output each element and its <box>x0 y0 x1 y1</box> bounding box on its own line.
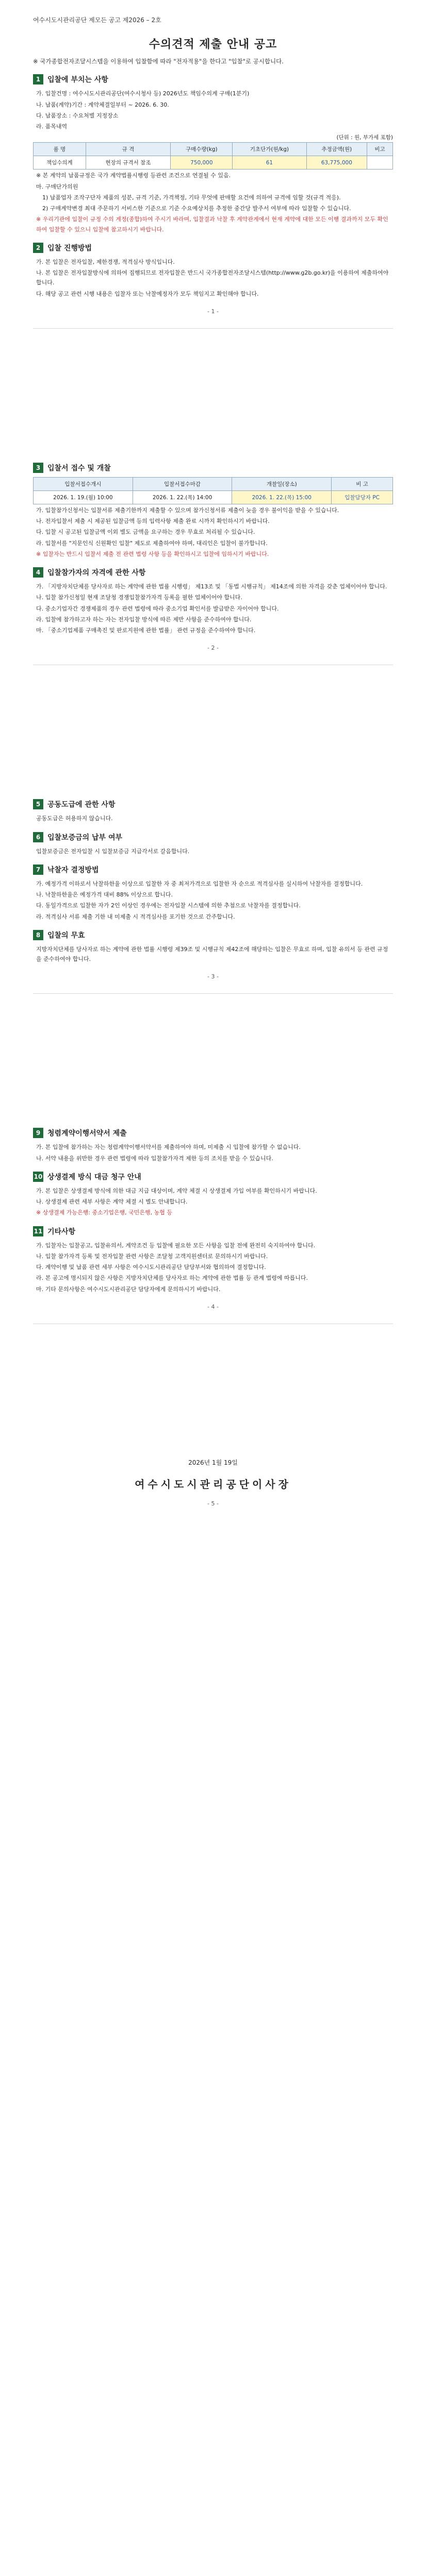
data-table <box>33 142 393 170</box>
section-header <box>33 832 393 842</box>
section-header <box>33 1226 393 1236</box>
section-line: 나. 입찰 참가자격 등록 및 전자입찰 관련 사항은 조달청 고객지원센터로 문의하시기 바랍니다. <box>36 1252 268 1260</box>
table-row <box>34 156 393 170</box>
page-break <box>33 973 393 994</box>
section-line: 나. 전자입찰서 제출 시 제공된 입찰금액 등의 입력사항 제출 완료 시까지 확인하시기 바랍니다. <box>36 518 270 525</box>
section-line: 마. 구매단가의원 <box>36 183 78 190</box>
table-header-cell: 기초단가(원/kg) <box>233 143 306 156</box>
table-header-cell: 규 격 <box>86 143 171 156</box>
notice-text: ※ 국가종합전자조달시스템을 이용하여 입찰함에 따라 "전자적용"을 한다고 "입찰"로 공시합니다. <box>33 58 284 65</box>
section-line: 다. 납품장소 : 수요처별 지정장소 <box>36 112 119 119</box>
section-line: 1) 납품업자 조작구단자 제품의 성분, 규격 기준, 가격책정, 기타 무엇에 판매할 요건에 의하여 규격에 임할 것(규격 적응). <box>42 194 341 201</box>
page-separator <box>33 980 393 994</box>
section-title: 입찰서 접수 및 개찰 <box>47 464 111 472</box>
section-line: ※ 본 계약의 납품규정은 국가 계약법률시행령 등관련 조건으로 연결될 수 있음. <box>36 172 231 179</box>
section-number-badge: 7 <box>33 865 43 875</box>
section-line: ※ 상생결제 가능은행: 중소기업은행, 국민은행, 농협 등 <box>36 1209 173 1216</box>
section-header <box>33 930 393 940</box>
section-title: 입찰의 무효 <box>47 931 85 940</box>
page-separator <box>33 651 393 665</box>
section-line: 마. 기타 문의사항은 여수시도시관리공단 담당자에게 문의하시기 바랍니다. <box>36 1285 221 1293</box>
section-title: 입찰참가자의 자격에 관한 사항 <box>47 569 146 578</box>
section-line: 나. 서약 내용을 위반한 경우 관련 법령에 따라 입찰참가자격 제한 등의 조치를 받을 수 있습니다. <box>36 1155 273 1162</box>
section-number-badge: 11 <box>33 1226 43 1236</box>
section-line: 가. 예정가격 이하로서 낙찰하한율 이상으로 입찰한 자 중 최저가격으로 입찰한 자 순으로 적격심사를 실시하여 낙찰자를 결정합니다. <box>36 880 363 887</box>
section-5 <box>33 799 393 823</box>
section-line: 마. 「중소기업제품 구매촉진 및 판로지원에 관한 법률」 관련 규정을 준수하여야 합니다. <box>36 627 256 634</box>
section-3 <box>33 463 393 559</box>
page-title: 수의견적 제출 안내 공고 <box>149 38 277 51</box>
section-line: 2) 구매계약변경 최대 주문하기 서비스한 기준으로 기준 수요예상치를 추정한 중간당 발주서 여부에 따라 입찰할 수 있습니다. <box>42 205 351 212</box>
section-8 <box>33 930 393 964</box>
section-header <box>33 74 393 84</box>
section-title: 청렴계약이행서약서 제출 <box>47 1129 127 1138</box>
section-line: 가. 본 입찰은 전자입찰, 제한경쟁, 적격심사 방식입니다. <box>36 258 175 265</box>
section-number-badge: 5 <box>33 799 43 809</box>
section-line: 나. 납품(계약)기간 : 계약체결일부터 ~ 2026. 6. 30. <box>36 101 169 108</box>
table-header-cell: 입찰서접수마감 <box>133 477 232 490</box>
table-cell: 750,000 <box>171 156 233 170</box>
section-line: 라. 본 공고에 명시되지 않은 사항은 지방자치단체를 당사자로 하는 계약에 관한 법률 등 관계 법령에 따릅니다. <box>36 1275 308 1282</box>
table-header-cell: 추정금액(원) <box>306 143 367 156</box>
section-line: 입찰보증금은 전자입찰 시 입찰보증금 지급각서로 갈음합니다. <box>36 848 190 855</box>
table-cell: 현장의 규격서 참조 <box>86 156 171 170</box>
section-line: 가. 「지방자치단체를 당사자로 하는 계약에 관한 법률 시행령」 제13조 및 「동법 시행규칙」 제14조에 의한 자격을 갖춘 업체이어야 합니다. <box>36 583 387 590</box>
section-1 <box>33 74 393 234</box>
table-header-cell: 구매수량(kg) <box>171 143 233 156</box>
section-line: 다. 입찰 시 공고된 입찰금액 이외 별도 금액을 요구하는 경우 무효로 처리될 수 있습니다. <box>36 529 255 536</box>
section-line: 가. 본 입찰은 상생결제 방식에 의한 대금 지급 대상이며, 계약 체결 시 상생결제 가입 여부를 확인하시기 바랍니다. <box>36 1187 317 1194</box>
section-line: 다. 동일가격으로 입찰한 자가 2인 이상인 경우에는 전자입찰 시스템에 의한 추첨으로 낙찰자를 결정합니다. <box>36 902 301 909</box>
page-break <box>33 645 393 665</box>
section-header <box>33 463 393 473</box>
table-cell: 2026. 1. 19.(월) 10:00 <box>34 490 133 504</box>
section-title: 낙찰자 결정방법 <box>47 866 99 874</box>
section-line: 공동도급은 허용하지 않습니다. <box>36 815 113 822</box>
page-number: - 5 - <box>207 1500 219 1507</box>
table-cell: 책임수의계 <box>34 156 86 170</box>
table-header-cell: 비고 <box>367 143 393 156</box>
section-line: 나. 낙찰하한율은 예정가격 대비 88% 이상으로 합니다. <box>36 891 173 899</box>
page-number: - 2 - <box>207 645 219 652</box>
page-break <box>33 1303 393 1324</box>
section-7 <box>33 865 393 922</box>
warning-line: ※ 우리기관에 입찰이 규정 수의 계정(종합)하여 주시기 바라며, 입찰결과 낙찰 후 계약관계에서 현재 계약에 대한 모든 이행 결과까지 모두 확인하여 입찰할 수 있으니 입찰에 참고하시기 바랍니다. <box>36 216 388 233</box>
data-table <box>33 477 393 504</box>
table-row <box>34 490 393 504</box>
section-number-badge: 8 <box>33 930 43 940</box>
table-header-cell: 입찰서접수개시 <box>34 477 133 490</box>
table-header-cell: 개찰일(장소) <box>232 477 332 490</box>
page-number: - 3 - <box>207 973 219 980</box>
section-line: 라. 입찰서를 "지문인식 신원확인 입찰" 제도로 제출하여야 하며, 대리인은 입찰이 불가합니다. <box>36 539 268 547</box>
section-11 <box>33 1226 393 1294</box>
section-line: 라. 입찰에 참가하고자 하는 자는 전자입찰 방식에 따른 제반 사항을 준수하여야 합니다. <box>36 616 252 623</box>
section-line: 가. 본 입찰에 참가하는 자는 청렴계약이행서약서를 제출하여야 하며, 미제출 시 입찰에 참가할 수 없습니다. <box>36 1144 301 1151</box>
section-header <box>33 1128 393 1138</box>
section-header <box>33 865 393 875</box>
sections-container <box>33 74 393 1324</box>
section-line: 다. 해당 공고 관련 시행 내용은 입찰자 또는 낙찰예정자가 모두 책임지고 확인해야 합니다. <box>36 290 259 297</box>
section-line: 지방자치단체를 당사자로 하는 계약에 관한 법률 시행령 제39조 및 시행규칙 제42조에 해당하는 입찰은 무효로 하며, 입찰 유의서 등 관련 규정을 준수하여야 합니다. <box>36 945 388 963</box>
section-line: 다. 중소기업자간 경쟁제품의 경우 관련 법령에 따라 중소기업 확인서를 발급받은 자이어야 합니다. <box>36 605 279 612</box>
section-header <box>33 799 393 809</box>
section-title: 입찰보증금의 납부 여부 <box>47 833 122 842</box>
section-line: 가. 입찰자는 입찰공고, 입찰유의서, 계약조건 등 입찰에 필요한 모든 사항을 입찰 전에 완전히 숙지하여야 합니다. <box>36 1242 316 1249</box>
section-number-badge: 2 <box>33 243 43 253</box>
section-number-badge: 6 <box>33 832 43 842</box>
table-cell: 61 <box>233 156 306 170</box>
issuing-organization: 여수시도시관리공단이사장 <box>135 1478 291 1490</box>
document-number: 여수시도시관리공단 제모든 공고 제2026 – 2호 <box>33 16 161 24</box>
table-cell <box>367 156 393 170</box>
section-number-badge: 1 <box>33 74 43 84</box>
section-line: 나. 본 입찰은 전자입찰방식에 의하여 집행되므로 전자입찰은 반드시 국가종합전자조달시스템(http://www.g2b.go.kr)을 이용하여 제출하여야 합니다. <box>36 269 389 286</box>
page-number: - 1 - <box>207 308 219 315</box>
section-header <box>33 567 393 578</box>
section-header <box>33 1172 393 1182</box>
table-header-row <box>34 477 393 490</box>
issue-date: 2026년 1월 19일 <box>188 1459 238 1466</box>
table-cell: 2026. 1. 22.(목) 15:00 <box>232 490 332 504</box>
table-header-cell: 품 명 <box>34 143 86 156</box>
section-number-badge: 4 <box>33 567 43 578</box>
section-2 <box>33 243 393 299</box>
page-number: - 4 - <box>207 1303 219 1310</box>
section-9 <box>33 1128 393 1163</box>
table-header-row <box>34 143 393 156</box>
page-break <box>33 308 393 329</box>
table-cell: 입찰담당자 PC <box>332 490 393 504</box>
section-title: 입찰에 부치는 사항 <box>47 76 108 84</box>
section-line: 다. 계약이행 및 납품 관련 세부 사항은 여수시도시관리공단 담당부서와 협의하여 결정합니다. <box>36 1264 266 1271</box>
section-title: 공동도급에 관한 사항 <box>47 801 116 809</box>
section-title: 기타사항 <box>47 1227 76 1236</box>
page-separator <box>33 315 393 329</box>
table-cell: 63,775,000 <box>306 156 367 170</box>
section-line: 나. 입찰 참가신청일 현재 조달청 경쟁입찰참가자격 등록을 필한 업체이어야 합니다. <box>36 594 242 601</box>
section-line: 가. 입찰건명 : 여수시도시관리공단(여수시청사 등) 2026년도 책임수의계 구매(1분기) <box>36 90 250 97</box>
section-title: 입찰 진행방법 <box>47 244 92 252</box>
section-number-badge: 9 <box>33 1128 43 1138</box>
section-line: 라. 품목내역 <box>36 123 68 130</box>
section-line: ※ 입찰자는 반드시 입찰서 제출 전 관련 법령 사항 등을 확인하시고 입찰에 임하시기 바랍니다. <box>36 550 269 557</box>
table-unit: (단위 : 원, 부가세 포함) <box>336 134 393 141</box>
section-6 <box>33 832 393 856</box>
page-separator <box>33 1310 393 1324</box>
section-number-badge: 3 <box>33 463 43 473</box>
section-number-badge: 10 <box>33 1172 43 1182</box>
section-title: 상생결제 방식 대금 청구 안내 <box>47 1173 141 1181</box>
table-cell: 2026. 1. 22.(목) 14:00 <box>133 490 232 504</box>
section-line: 라. 적격심사 서류 제출 기한 내 미제출 시 적격심사를 포기한 것으로 간주합니다. <box>36 913 235 920</box>
section-10 <box>33 1172 393 1218</box>
section-line: 가. 입찰참가신청서는 입찰서류 제출기한까지 제출할 수 있으며 참가신청서류 제출이 늦을 경우 불이익을 받을 수 있습니다. <box>36 506 339 514</box>
section-4 <box>33 567 393 635</box>
section-header <box>33 243 393 253</box>
table-header-cell: 비 고 <box>332 477 393 490</box>
section-line: 나. 상생결제 관련 세부 사항은 계약 체결 시 별도 안내합니다. <box>36 1198 188 1206</box>
